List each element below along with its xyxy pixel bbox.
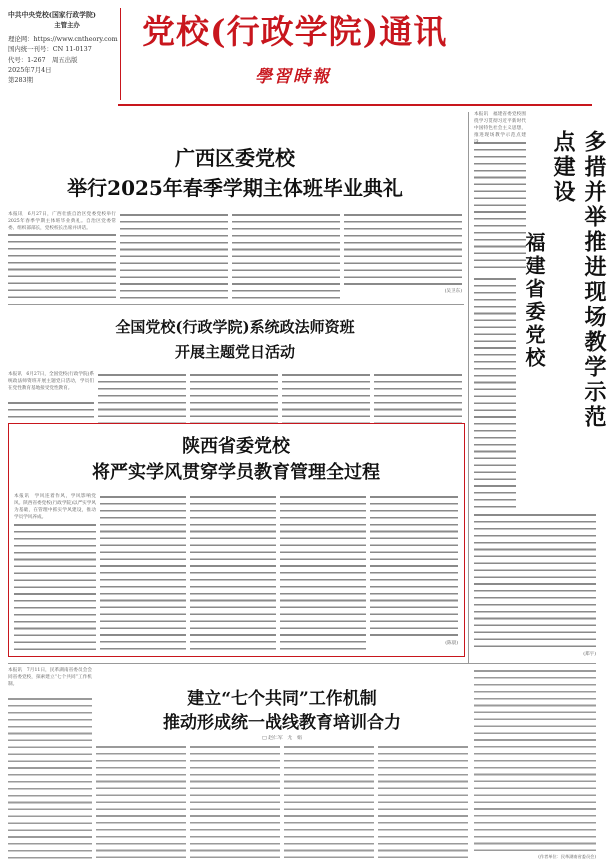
article1-headline-line1: 广西区委党校: [175, 146, 295, 170]
article2-lead: 本报讯 6月27日，全国党校(行政学院)系统政法师资班开展主题党日活动，学员们在党性教育基地接受党性教育。: [8, 372, 94, 391]
article5-col3: [190, 744, 280, 860]
website-link[interactable]: 理论网：https://www.cntheory.com: [8, 34, 118, 43]
divider-2: [8, 663, 596, 664]
issue-number: 第283期: [8, 76, 33, 85]
article3-col4: [280, 494, 366, 650]
article4-lead: 本报讯 福建省委党校围绕学习贯彻习近平新时代中国特色社会主义思想，推进现场教学示范点建设。: [474, 112, 526, 145]
article1-col1: [8, 212, 116, 300]
article1-col4-lines: [344, 212, 462, 288]
publication-info: [8, 10, 126, 86]
article5-col6: [474, 668, 596, 852]
article5-col4: [284, 744, 374, 860]
masthead-divider: [120, 8, 121, 100]
article3-col5: [370, 494, 458, 650]
masthead-logo: 學習時報: [255, 67, 331, 87]
masthead-title: 党校(行政学院)通讯: [142, 12, 448, 51]
article1-text-lines: [8, 232, 116, 300]
article2-headline-line2: 开展主题党日活动: [174, 343, 295, 361]
issue-date: 2025年7月4日: [8, 66, 52, 75]
article3-headline-line1: 陕西省委党校: [182, 436, 290, 457]
issn-code: 国内统一刊号：CN 11-0137: [8, 45, 92, 54]
article4-col1: [474, 112, 526, 272]
article3-col1: [14, 494, 96, 650]
article5-col1: [8, 668, 92, 860]
publisher-org: 中共中央党校(国家行政学院): [8, 11, 96, 19]
article3-col3: [190, 494, 276, 650]
publisher-sponsor: 主管主办: [54, 21, 80, 30]
article3-headline-line2: 将严实学风贯穿学员教育管理全过程: [92, 462, 380, 483]
article4-text-lines: [474, 140, 526, 272]
article5-byline: □ 赵仁军 尤 娟: [262, 736, 302, 741]
article4-byline: (郑宇): [583, 652, 596, 657]
article4-vertical-subheadline: 福建省委党校: [522, 232, 546, 370]
article2-headline-line1: 全国党校(行政学院)系统政法师资班: [115, 318, 355, 336]
article3-lead: 本报讯 学风连着作风，学风影响党风。陕西省委党校(行政学院)以严实学风为基础，在管理中抓实学风建设，推动学员学风养成。: [14, 494, 96, 520]
article5-col2: [96, 744, 186, 860]
article3-col5-lines: [370, 494, 458, 640]
article1-byline: (吴卫东): [444, 289, 462, 294]
masthead-rule: [118, 104, 592, 106]
article5-headline-line1: 建立“七个共同”工作机制: [187, 689, 377, 709]
article1-col2: [120, 212, 228, 300]
article5-lead: 本报讯 7月11日，民革湖南省委员会会同省委党校，探索建立“七个共同”工作机制。: [8, 668, 92, 687]
article5-end-mark: (作者单位：民革湖南省委员会): [538, 854, 596, 859]
article3-col2: [100, 494, 186, 650]
article5-headline-line2: 推动形成统一战线教育培训合力: [163, 713, 401, 733]
right-column-divider: [468, 112, 469, 664]
article5-text-lines: [8, 696, 92, 860]
article1-lead: 本报讯 6月27日，广西壮族自治区党委党校举行2025年春季学期主体班毕业典礼。自治区党委常委、组织部部长，党校校长出席并讲话。: [8, 212, 116, 231]
postal-code: 代号：1-267 周五出版: [8, 55, 78, 64]
article1-col3: [232, 212, 340, 300]
article3-text-lines: [14, 522, 96, 650]
article4-vertical-headline: 多措并举推进现场教学示范点建设: [550, 130, 607, 430]
article4-col2: [474, 276, 516, 508]
article3-byline: (陈晨): [445, 641, 458, 646]
article5-col5: [378, 744, 468, 860]
article1-col4: [344, 212, 462, 300]
divider-1: [8, 304, 464, 305]
article4-col3: [474, 512, 596, 648]
article1-headline-line2: 举行2025年春季学期主体班毕业典礼: [67, 176, 403, 200]
